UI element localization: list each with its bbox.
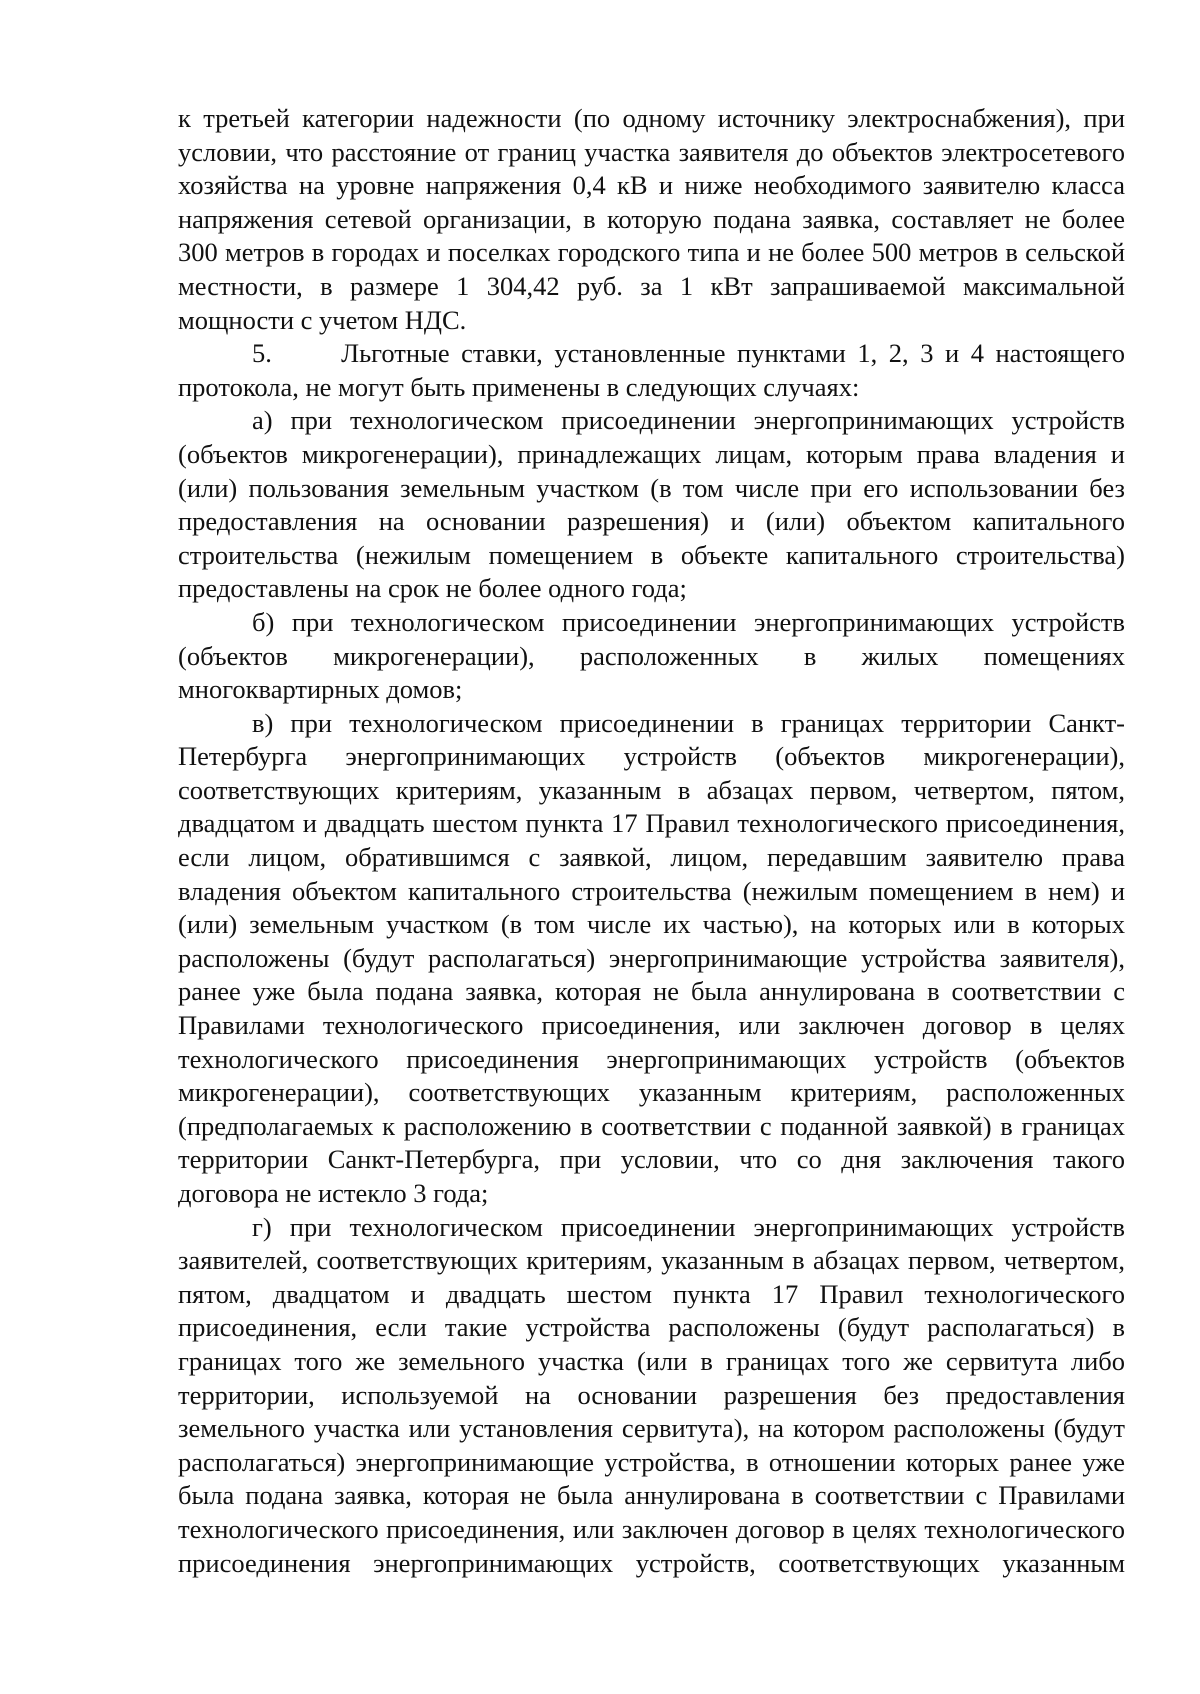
document-body bbox=[178, 102, 1132, 1580]
paragraph-subitem-b: б) при технологическом присоединении энергопринимающих устройств (объектов микрогенерации), расположенных в жилых помещениях многоквартирных домов; bbox=[178, 606, 1125, 705]
paragraph-subitem-a: а) при технологическом присоединении энергопринимающих устройств (объектов микрогенерации), принадлежащих лицам, которым права владения и (или) пользования земельным участком (в том числе при его использовании без предоставления на основании разрешения) и (или) объектом капитального строительства (нежилым помещением в объекте капитального строительства) предоставлены на срок не более одного года; bbox=[178, 405, 1125, 604]
paragraph-subitem-g: г) при технологическом присоединении энергопринимающих устройств заявителей, соответствующих критериям, указанным в абзацах первом, четвертом, пятом, двадцатом и двадцать шестом пункта 17 Правил технологического присоединения, если такие устройства расположены (будут располагаться) в границах того же земельного участка (или в границах того же сервитута либо территории, используемой на основании разрешения без предоставления земельного участка или установления сервитута), на котором расположены (будут располагаться) энергопринимающие устройства, в отношении которых ранее уже была подана заявка, которая не была аннулирована в соответствии с Правилами технологического присоединения, или заключен договор в целях технологического присоединения энергопринимающих устройств, соответствующих указанным bbox=[178, 1211, 1125, 1578]
paragraph-continuation: к третьей категории надежности (по одному источнику электроснабжения), при условии, что расстояние от границ участка заявителя до объектов электросетевого хозяйства на уровне напряжения 0,4 кВ и ниже необходимого заявителю класса напряжения сетевой организации, в которую подана заявка, составляет не более 300 метров в городах и поселках городского типа и не более 500 метров в сельской местности, в размере 1 304,42 руб. за 1 кВт запрашиваемой максимальной мощности с учетом НДС. bbox=[178, 103, 1125, 335]
paragraph-item-5: 5. Льготные ставки, установленные пунктами 1, 2, 3 и 4 настоящего протокола, не могут быть применены в следующих случаях: bbox=[178, 338, 1132, 402]
paragraph-subitem-v: в) при технологическом присоединении в границах территории Санкт-Петербурга энергопринимающих устройств (объектов микрогенерации), соответствующих критериям, указанным в абзацах первом, четвертом, пятом, двадцатом и двадцать шестом пункта 17 Правил технологического присоединения, если лицом, обратившимся с заявкой, лицом, передавшим заявителю права владения объектом капитального строительства (нежилым помещением в нем) и (или) земельным участком (в том числе их частью), на которых или в которых расположены (будут располагаться) энергопринимающие устройства заявителя), ранее уже была подана заявка, которая не была аннулирована в соответствии с Правилами технологического присоединения, или заключен договор в целях технологического присоединения энергопринимающих устройств (объектов микрогенерации), соответствующих указанным критериям, расположенных (предполагаемых к расположению в соответствии с поданной заявкой) в границах территории Санкт-Петербурга, при условии, что со дня заключения такого договора не истекло 3 года; bbox=[178, 707, 1125, 1208]
